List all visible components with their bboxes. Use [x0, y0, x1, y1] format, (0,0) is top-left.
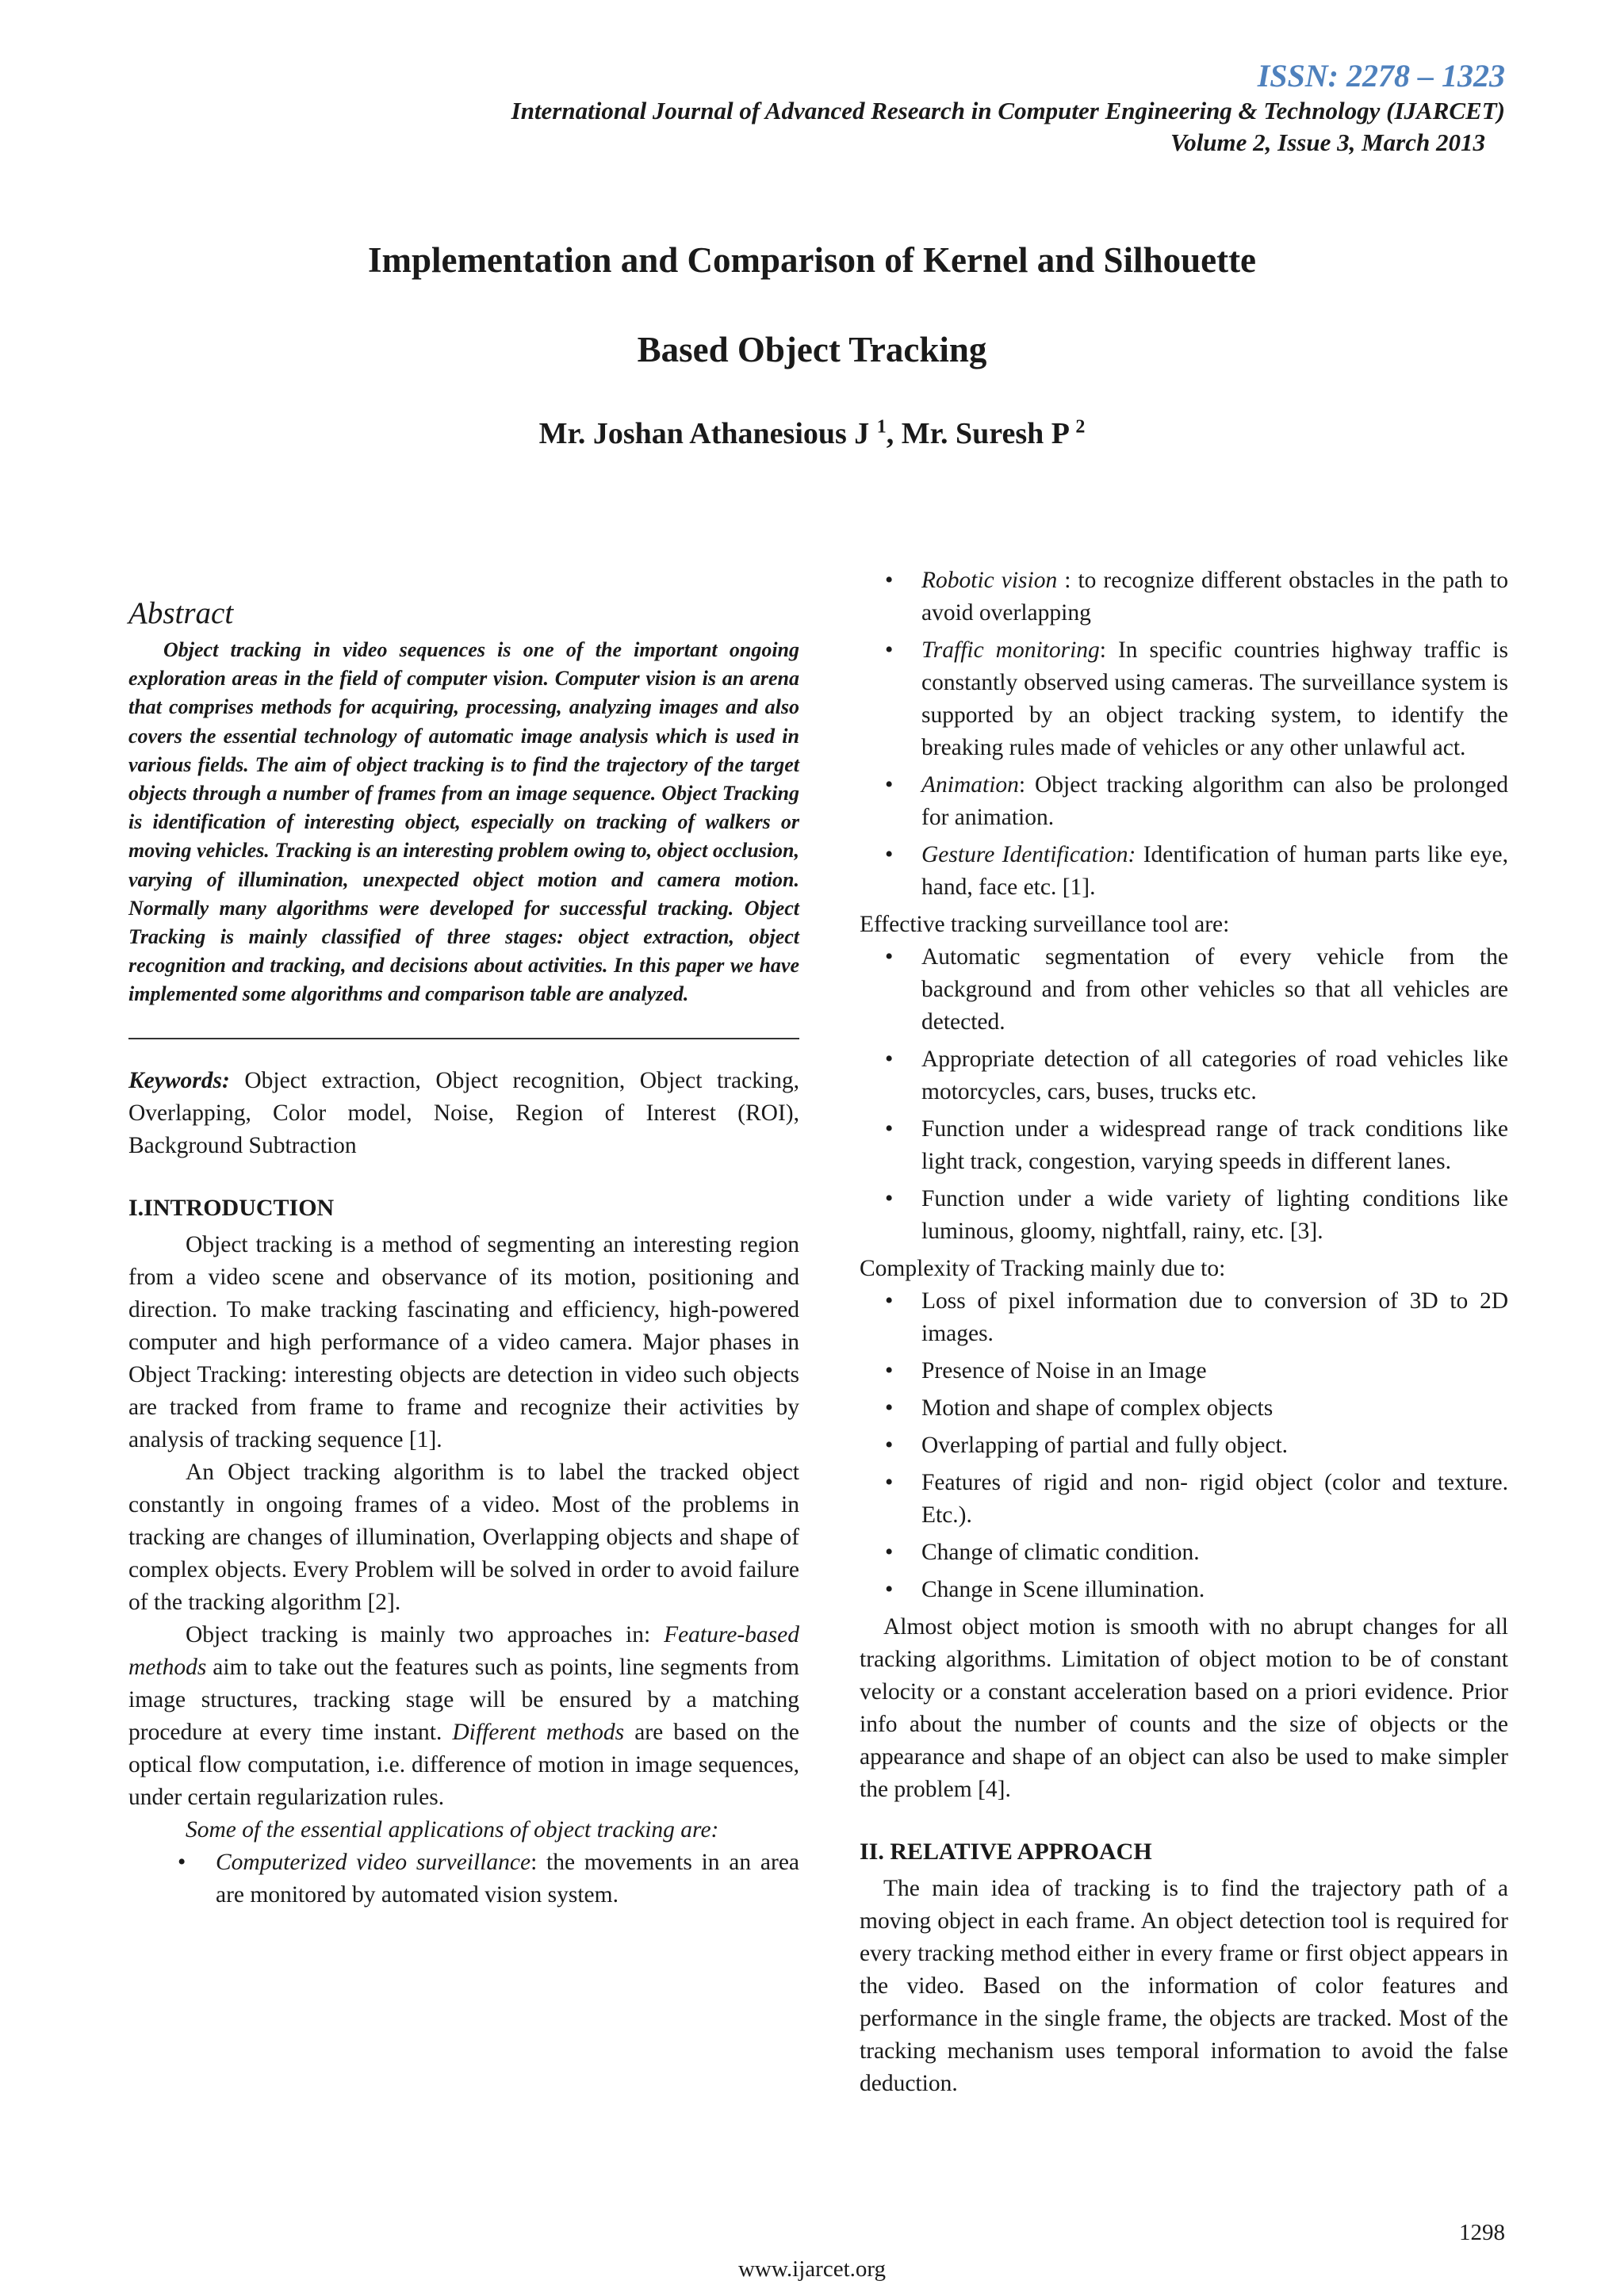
- applications-list: [128, 1846, 799, 1911]
- right-column: [860, 564, 1508, 2100]
- effective-tools-list: [860, 941, 1508, 1248]
- author-separator: ,: [886, 417, 902, 450]
- introduction-heading: I.INTRODUCTION: [128, 1194, 335, 1221]
- list-item: • Overlapping of partial and fully object.: [860, 1429, 1508, 1462]
- bullet-icon: •: [885, 1116, 894, 1142]
- author-2: Mr. Suresh P: [901, 417, 1068, 450]
- bullet-icon: •: [885, 1540, 894, 1565]
- applications-intro: Some of the essential applications of object tracking are:: [186, 1816, 719, 1843]
- intro-paragraph-1: Object tracking is a method of segmenting an interesting region from a video scene and observance of its motion, positioning and direction. To make tracking fascinating and efficiency, high-powered computer and high performance of a video camera. Major phases in Object Tracking: interesting objects are detection in video such objects are tracked from frame to frame and recognize their activities by analysis of tracking sequence [1].: [128, 1231, 799, 1452]
- bullet-icon: •: [885, 1047, 894, 1072]
- author-2-affiliation: 2: [1075, 416, 1086, 438]
- keywords: [128, 1065, 799, 1162]
- list-item: • Robotic vision : to recognize different obstacles in the path to avoid overlapping: [860, 564, 1508, 629]
- list-item: • Animation: Object tracking algorithm can also be prolonged for animation.: [860, 769, 1508, 834]
- list-item: • Appropriate detection of all categories of road vehicles like motorcycles, cars, buses, trucks etc.: [860, 1043, 1508, 1108]
- paper-title-line-2: Based Object Tracking: [637, 330, 987, 369]
- abstract-divider: [128, 1038, 799, 1039]
- bullet-icon: •: [885, 772, 894, 798]
- bullet-icon: •: [885, 1358, 894, 1383]
- intro-paragraph-2: An Object tracking algorithm is to label the tracked object constantly in ongoing frames of a video. Most of the problems in tracking are changes of illumination, Overlapping objects and shape of complex objects. Every Problem will be solved in order to avoid failure of the tracking algorithm [2].: [128, 1459, 799, 1615]
- left-column: [128, 595, 799, 1911]
- effective-tools-label: Effective tracking surveillance tool are:: [860, 912, 1230, 937]
- page-number: 1298: [1459, 2220, 1505, 2245]
- intro-paragraph-5: Almost object motion is smooth with no abrupt changes for all tracking algorithms. Limitation of object motion to be of constant velocity or a constant acceleration based on a priori evidence. Prior info about the number of counts and the size of objects or the appearance and shape of an object can also be used to make simpler the problem [4].: [860, 1614, 1508, 1802]
- list-item: • Gesture Identification: Identification of human parts like eye, hand, face etc. [1].: [860, 839, 1508, 904]
- bullet-icon: •: [885, 637, 894, 663]
- list-item: • Features of rigid and non- rigid object (color and texture. Etc.).: [860, 1467, 1508, 1532]
- complexity-label: Complexity of Tracking mainly due to:: [860, 1256, 1226, 1281]
- paper-title-line-1: Implementation and Comparison of Kernel and Silhouette: [367, 240, 1257, 280]
- complexity-list: [860, 1285, 1508, 1606]
- different-methods-term: Different methods: [452, 1719, 625, 1745]
- keywords-label: Keywords:: [128, 1067, 230, 1093]
- list-item: • Change in Scene illumination.: [860, 1574, 1508, 1606]
- bullet-icon: •: [885, 842, 894, 867]
- relative-approach-paragraph: The main idea of tracking is to find the trajectory path of a moving object in each frame. An object detection tool is required for every tracking method either in every frame or first object appears in the video. Based on the information of color features and performance in the single frame, the objects are tracked. Most of the tracking mechanism uses temporal information to avoid the false deduction.: [860, 1876, 1508, 2096]
- feature-based-term: Feature-based methods: [128, 1621, 799, 1680]
- list-item: • Change of climatic condition.: [860, 1536, 1508, 1569]
- abstract-text: Object tracking in video sequences is one of the important ongoing exploration areas in the field of computer vision. Computer vision is an arena that comprises methods for acquiring, processing, analyzing images and also covers the essential technology of automatic image analysis which is used in various fields. The aim of object tracking is to find the trajectory of the target objects through a number of frames from an image sequence. Object Tracking is identification of interesting object, especially on tracking of walkers or moving vehicles. Tracking is an interesting problem owing to, object occlusion, varying of illumination, unexpected object motion and camera motion. Normally many algorithms were developed for successful tracking. Object Tracking is mainly classified of three stages: object extraction, object recognition and tracking, and decisions about activities. In this paper we have implemented some algorithms and comparison table are analyzed.: [128, 638, 799, 1006]
- bullet-icon: •: [885, 1470, 894, 1495]
- list-item: • Function under a wide variety of lighting conditions like luminous, gloomy, nightfall, rainy, etc. [3].: [860, 1183, 1508, 1248]
- list-item: • Presence of Noise in an Image: [860, 1355, 1508, 1387]
- bullet-icon: •: [885, 1288, 894, 1314]
- list-item: • Automatic segmentation of every vehicle from the background and from other vehicles so that all vehicles are detected.: [860, 941, 1508, 1039]
- footer-website: www.ijarcet.org: [737, 2256, 887, 2282]
- bullet-icon: •: [885, 1577, 894, 1602]
- applications-list-continued: [860, 564, 1508, 904]
- bullet-icon: •: [885, 1395, 894, 1421]
- bullet-icon: •: [885, 1186, 894, 1211]
- list-item: • Computerized video surveillance: the movements in an area are monitored by automated vision system.: [128, 1846, 799, 1911]
- bullet-icon: •: [885, 1433, 894, 1458]
- intro-paragraph-3: Object tracking is mainly two approaches in: Feature-based methods aim to take out the features such as points, line segments from image structures, tracking stage will be ensured by a matching procedure at every time instant. Different methods are based on the optical flow computation, i.e. difference of motion in image sequences, under certain regularization rules.: [128, 1621, 800, 1810]
- keywords-text: Object extraction, Object recognition, Object tracking, Overlapping, Color model, Noise, Region of Interest (ROI), Background Subtraction: [128, 1067, 799, 1158]
- bullet-icon: •: [885, 568, 894, 593]
- bullet-icon: •: [178, 1849, 186, 1875]
- abstract-heading: Abstract: [128, 596, 234, 630]
- list-item: • Motion and shape of complex objects: [860, 1392, 1508, 1425]
- list-item: • Traffic monitoring: In specific countries highway traffic is constantly observed using cameras. The surveillance system is supported by an object tracking system, to identify the breaking rules made of vehicles or any other unlawful act.: [860, 634, 1508, 764]
- author-list: [0, 416, 1624, 451]
- list-item: • Loss of pixel information due to conversion of 3D to 2D images.: [860, 1285, 1508, 1350]
- list-item: • Function under a widespread range of track conditions like light track, congestion, varying speeds in different lanes.: [860, 1113, 1508, 1178]
- bullet-icon: •: [885, 944, 894, 970]
- relative-approach-heading: II. RELATIVE APPROACH: [860, 1839, 1152, 1865]
- journal-name: International Journal of Advanced Research in Computer Engineering & Technology (IJARCET): [511, 97, 1505, 124]
- author-1: Mr. Joshan Athanesious J: [538, 417, 870, 450]
- issn-number: ISSN: 2278 – 1323: [1257, 58, 1505, 94]
- journal-volume: Volume 2, Issue 3, March 2013: [1170, 128, 1485, 156]
- author-1-affiliation: 1: [876, 416, 887, 438]
